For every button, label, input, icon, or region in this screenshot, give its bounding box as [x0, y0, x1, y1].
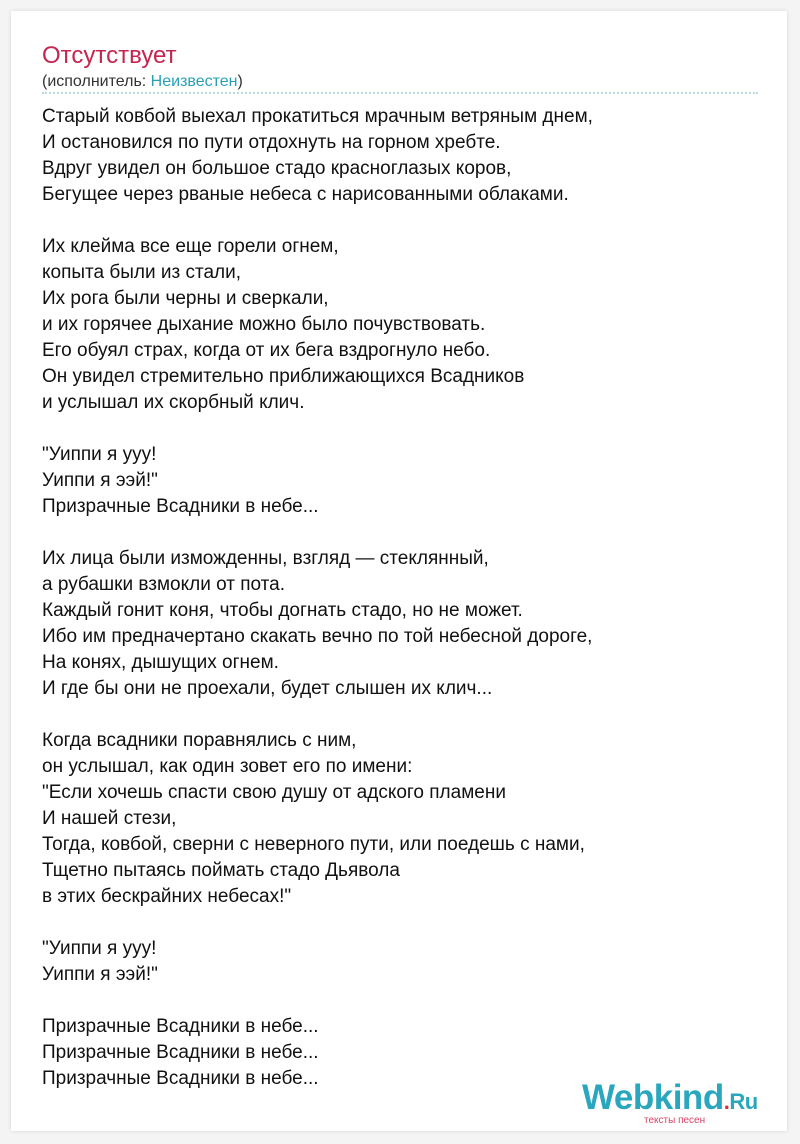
stanza-break: [42, 910, 762, 936]
lyric-line: и их горячее дыхание можно было почувствовать.: [42, 314, 486, 335]
lyrics-text: [42, 104, 762, 1092]
stanza-break: [42, 988, 762, 1014]
artist-link[interactable]: Неизвестен: [150, 73, 238, 90]
logo-tagline: тексты песен: [644, 1115, 706, 1126]
lyric-line: Уиппи я ээй!": [42, 470, 158, 491]
site-logo[interactable]: [582, 1078, 782, 1128]
logo-wordmark: Webkind.Ru: [582, 1078, 758, 1117]
lyric-line: Призрачные Всадники в небе...: [42, 496, 319, 517]
lyric-line: Призрачные Всадники в небе...: [42, 1068, 319, 1089]
artist-line: [42, 72, 243, 92]
lyric-line: Их рога были черны и сверкали,: [42, 288, 329, 309]
lyric-line: Бегущее через рваные небеса с нарисованными облаками.: [42, 184, 569, 205]
lyric-line: копыта были из стали,: [42, 262, 242, 283]
lyric-line: Когда всадники поравнялись с ним,: [42, 730, 357, 751]
lyric-line: Тщетно пытаясь поймать стадо Дьявола: [42, 860, 400, 881]
lyric-line: И где бы они не проехали, будет слышен их клич...: [42, 678, 493, 699]
lyric-line: Каждый гонит коня, чтобы догнать стадо, но не может.: [42, 600, 523, 621]
song-title: Отсутствует: [42, 42, 177, 69]
lyric-line: Их клейма все еще горели огнем,: [42, 236, 339, 257]
lyric-line: Тогда, ковбой, сверни с неверного пути, или поедешь с нами,: [42, 834, 585, 855]
lyric-line: Вдруг увидел он большое стадо красноглазых коров,: [42, 158, 512, 179]
lyric-line: "Уиппи я ууу!: [42, 938, 157, 959]
lyric-line: И остановился по пути отдохнуть на горном хребте.: [42, 132, 501, 153]
artist-suffix: ): [237, 73, 243, 90]
artist-prefix: (исполнитель:: [42, 73, 151, 90]
lyric-line: Призрачные Всадники в небе...: [42, 1042, 319, 1063]
stanza-break: [42, 208, 762, 234]
lyric-line: Ибо им предначертано скакать вечно по той небесной дороге,: [42, 626, 593, 647]
lyric-line: Его обуял страх, когда от их бега вздрогнуло небо.: [42, 340, 491, 361]
lyric-line: Призрачные Всадники в небе...: [42, 1016, 319, 1037]
lyric-line: Уиппи я ээй!": [42, 964, 158, 985]
stanza-break: [42, 416, 762, 442]
lyric-line: Старый ковбой выехал прокатиться мрачным ветряным днем,: [42, 106, 593, 127]
lyric-line: "Уиппи я ууу!: [42, 444, 157, 465]
lyric-line: И нашей стези,: [42, 808, 177, 829]
stanza-break: [42, 520, 762, 546]
lyric-line: На конях, дышущих огнем.: [42, 652, 279, 673]
title-divider: [42, 92, 758, 94]
lyric-line: Он увидел стремительно приближающихся Всадников: [42, 366, 525, 387]
lyric-line: и услышал их скорбный клич.: [42, 392, 305, 413]
lyric-line: "Если хочешь спасти свою душу от адского пламени: [42, 782, 506, 803]
lyric-line: Их лица были изможденны, взгляд — стеклянный,: [42, 548, 489, 569]
stanza-break: [42, 702, 762, 728]
lyric-line: в этих бескрайних небесах!": [42, 886, 292, 907]
lyric-line: а рубашки взмокли от пота.: [42, 574, 286, 595]
lyric-line: он услышал, как один зовет его по имени:: [42, 756, 413, 777]
